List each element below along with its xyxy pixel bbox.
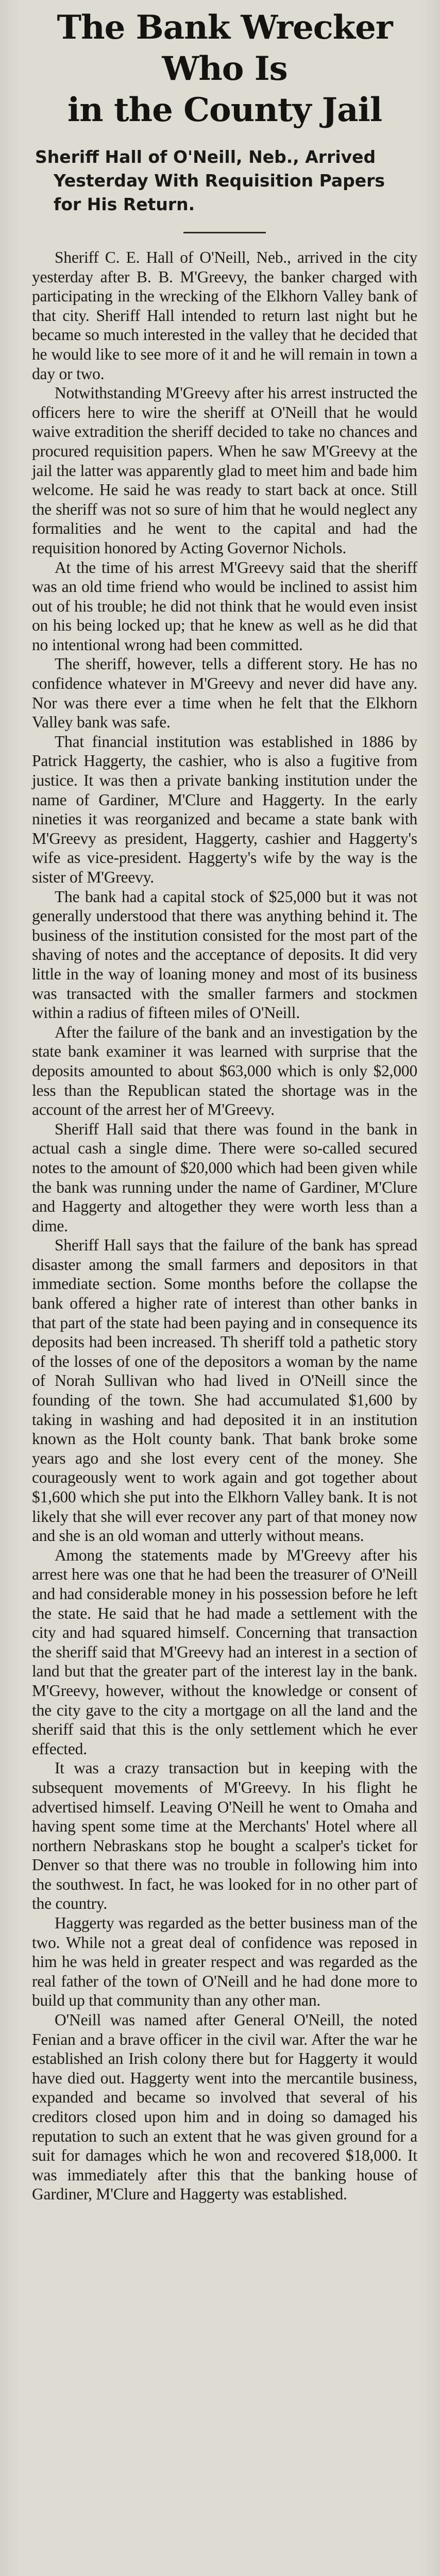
paragraph: Sheriff C. E. Hall of O'Neill, Neb., arrived in the city yesterday after B. B. M'Greevy, the banker charged with participating in the wrecking of the Elkhorn Valley bank of that city. Sheriff Hall intended to return last night but he became so much interested in the valley that he decided that he would like to see more of it and he will remain in town a day or two.: [32, 248, 417, 383]
headline-line-1: The Bank Wrecker Who Is: [57, 8, 393, 88]
paragraph: It was a crazy transaction but in keeping with the subsequent movements of M'Greevy. In his flight he advertised himself. Leaving O'Neill he went to Omaha and having spent some time at the Merchants' Hotel where all northern Nebraskans stop he bought a scalper's ticket for Denver so that there was no trouble in following him into the southwest. In fact, he was looked for in no other part of the country.: [32, 1759, 417, 1913]
headline: [32, 7, 417, 131]
section-divider: [183, 232, 266, 233]
paragraph: The sheriff, however, tells a different story. He has no confidence whatever in M'Greevy and never did have any. Nor was there ever a time when he felt that the Elkhorn Valley bank was safe.: [32, 655, 417, 732]
paragraph: At the time of his arrest M'Greevy said that the sheriff was an old time friend who would be inclined to assist him out of his trouble; he did not think that he would even insist on his being locked up; that he knew as well as he did that no intentional wrong had been committed.: [32, 558, 417, 654]
article-body: [32, 248, 417, 2204]
subheadline-line-1: Sheriff Hall of O'Neill, Neb., Arrived: [35, 147, 376, 167]
paragraph: Sheriff Hall says that the failure of the bank has spread disaster among the small farmers and depositors in that immediate section. Some months before the collapse the bank offered a higher rate of interest than other banks in that part of the state had been paying and in consequence its deposits had been increased. Th sheriff told a pathetic story of the losses of one of the depositors a woman by the name of Norah Sullivan who had lived in O'Neill since the founding of the town. She had accumulated $1,600 by taking in washing and had deposited it in an institution known as the Holt county bank. That bank broke some years ago and she lost every cent of the money. She courageously went to work again and got together about $1,600 which she put into the Elkhorn Valley bank. It is not likely that she will ever recover any part of that money now and she is an old woman and utterly without means.: [32, 1236, 417, 1545]
paragraph: That financial institution was established in 1886 by Patrick Haggerty, the cashier, who is also a fugitive from justice. It was then a private banking institution under the name of Gardiner, M'Clure and Haggerty. In the early nineties it was reorganized and became a state bank with M'Greevy as president, Haggerty, cashier and Haggerty's wife as vice-president. Haggerty's wife by the way is the sister of M'Greevy.: [32, 732, 417, 886]
subheadline-line-3: for His Return.: [54, 194, 195, 214]
paragraph: Notwithstanding M'Greevy after his arrest instructed the officers here to wire the sheriff at O'Neill that he would waive extradition the sheriff decided to take no chances and procured requisition papers. When he saw M'Greevy at the jail the latter was apparently glad to meet him and bade him welcome. He said he was ready to start back at once. Still the sheriff was not so sure of him that he would neglect any formalities and he went to the capital and had the requisition honored by Acting Governor Nichols.: [32, 384, 417, 557]
subheadline-line-2: Yesterday With Requisition Papers: [54, 171, 385, 191]
subheadline: [35, 145, 417, 216]
paragraph: Haggerty was regarded as the better business man of the two. While not a great deal of confidence was reposed in him he was held in greater respect and was regarded as the real father of the town of O'Neill and he had done more to build up that community than any other man.: [32, 1914, 417, 2010]
paragraph: Sheriff Hall said that there was found in the bank in actual cash a single dime. There were so-called secured notes to the amount of $20,000 which had been given while the bank was running under the name of Gardiner, M'Clure and Haggerty and altogether they were worth less than a dime.: [32, 1120, 417, 1235]
paragraph: Among the statements made by M'Greevy after his arrest here was one that he had been the treasurer of O'Neill and had considerable money in his possession before he left the state. He said that he had made a settlement with the city and had squared himself. Concerning that transaction the sheriff said that M'Greevy had an interest in a section of land but that the greater part of the interest lay in the bank. M'Greevy, however, without the knowledge or consent of the city gave to the city a mortgage on all the land and the sheriff said that this is the only settlement which he ever effected.: [32, 1546, 417, 1758]
paragraph: O'Neill was named after General O'Neill, the noted Fenian and a brave officer in the civil war. After the war he established an Irish colony there but for Haggerty it would have died out. Haggerty went into the mercantile business, expanded and became so involved that several of his creditors closed upon him and in doing so damaged his reputation to such an extent that he was given ground for a suit for damages which he won and recovered $18,000. It was immediately after this that the banking house of Gardiner, M'Clure and Haggerty was established.: [32, 2011, 417, 2204]
paragraph: The bank had a capital stock of $25,000 but it was not generally understood that there was anything behind it. The business of the institution consisted for the most part of the shaving of notes and the acceptance of deposits. It did very little in the way of loaning money and most of its business was transacted with the smaller farmers and stockmen within a radius of fifteen miles of O'Neill.: [32, 887, 417, 1022]
paragraph: After the failure of the bank and an investigation by the state bank examiner it was learned with surprise that the deposits amounted to about $63,000 which is only $2,000 less than the Republican stated the shortage was in the account of the arrest her of M'Greevy.: [32, 1023, 417, 1119]
headline-line-2: in the County Jail: [67, 91, 382, 129]
